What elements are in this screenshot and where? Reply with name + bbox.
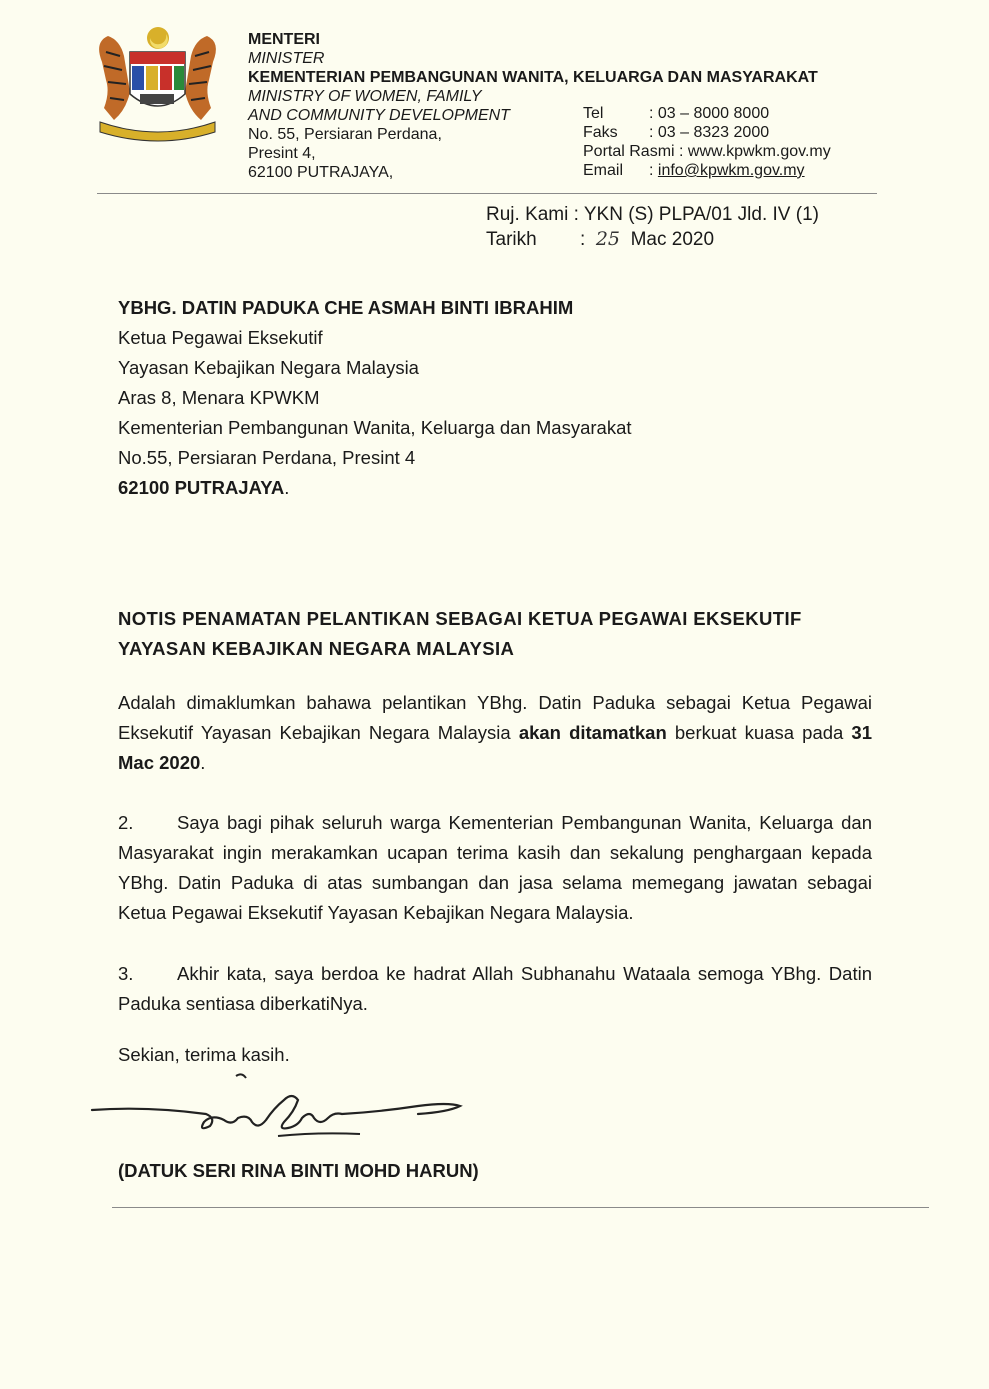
p1-text-b: berkuat kuasa pada (666, 722, 852, 743)
ministry-name-en-1: MINISTRY OF WOMEN, FAMILY (248, 88, 482, 105)
fax-line (583, 123, 883, 142)
recipient-block (118, 293, 878, 503)
subject-line-2: YAYASAN KEBAJIKAN NEGARA MALAYSIA (118, 638, 515, 659)
paragraph-1 (118, 688, 872, 778)
closing-text: Sekian, terima kasih. (118, 1044, 290, 1065)
coat-of-arms-logo (80, 22, 235, 142)
portal-value: : www.kpwkm.gov.my (679, 143, 831, 160)
date-sep: : (580, 229, 586, 250)
date-label: Tarikh (486, 229, 537, 250)
tel-value: : 03 – 8000 8000 (649, 105, 770, 122)
recipient-line-6-suffix: . (284, 477, 290, 498)
recipient-name: YBHG. DATIN PADUKA CHE ASMAH BINTI IBRAHIM (118, 297, 574, 318)
p3-number: 3. (118, 963, 134, 984)
fax-value: : 03 – 8323 2000 (649, 124, 770, 141)
tel-line (583, 104, 883, 123)
letterhead-address-1: No. 55, Persiaran Perdana, (248, 126, 442, 143)
p1-effective-date: 31 Mac 2020 (118, 722, 872, 773)
reference-label: Ruj. Kami (486, 204, 569, 225)
date-rest: Mac 2020 (630, 229, 715, 250)
fax-label: Faks (583, 124, 618, 141)
recipient-line-5: No.55, Persiaran Perdana, Presint 4 (118, 447, 416, 468)
p1-text-a: Adalah dimaklumkan bahawa pelantikan YBhg. Datin Paduka sebagai Ketua Pegawai Eksekutif Yayasan Kebajikan Negara Malaysia (118, 692, 872, 743)
recipient-line-1: Ketua Pegawai Eksekutif (118, 327, 323, 348)
footer-divider (112, 1207, 929, 1208)
recipient-line-6 (118, 473, 878, 503)
p2-number: 2. (118, 812, 134, 833)
subject-line-1: NOTIS PENAMATAN PELANTIKAN SEBAGAI KETUA PEGAWAI EKSEKUTIF (118, 608, 802, 629)
letterhead-title-en: MINISTER (248, 50, 325, 67)
handwritten-signature (88, 1070, 468, 1150)
p2-text: Saya bagi pihak seluruh warga Kementerian Pembangunan Wanita, Keluarga dan Masyarakat ingin merakamkan ucapan terima kasih dan sekalung penghargaan kepada YBhg. Datin Paduka di atas sumbangan dan jasa selama memegang jawatan sebagai Ketua Pegawai Eksekutif Yayasan Kebajikan Negara Malaysia. (118, 812, 872, 923)
email-sep: : (649, 162, 654, 179)
tel-label: Tel (583, 105, 604, 122)
recipient-line-3: Aras 8, Menara KPWKM (118, 387, 320, 408)
reference-value: : YKN (S) PLPA/01 Jld. IV (1) (573, 204, 819, 225)
date-line (486, 227, 906, 252)
email-link[interactable]: info@kpwkm.gov.my (657, 162, 805, 179)
paragraph-3 (118, 959, 872, 1019)
p1-emphasis: akan ditamatkan (518, 722, 667, 743)
reference-line (486, 203, 906, 227)
letterhead-title: MENTERI (248, 31, 320, 48)
signatory-name: (DATUK SERI RINA BINTI MOHD HARUN) (118, 1160, 479, 1181)
recipient-line-2: Yayasan Kebajikan Negara Malaysia (118, 357, 419, 378)
paragraph-2 (118, 808, 872, 928)
portal-label: Portal Rasmi (583, 143, 675, 160)
email-line (583, 161, 883, 180)
letterhead-address-3: 62100 PUTRAJAYA, (248, 164, 394, 181)
header-divider (97, 193, 877, 194)
date-day-handwritten: 25 (595, 228, 621, 250)
recipient-postcode-city: 62100 PUTRAJAYA (118, 477, 285, 498)
subject-block (118, 604, 878, 664)
recipient-line-4: Kementerian Pembangunan Wanita, Keluarga dan Masyarakat (118, 417, 632, 438)
ministry-name: KEMENTERIAN PEMBANGUNAN WANITA, KELUARGA DAN MASYARAKAT (248, 69, 818, 86)
portal-line (583, 142, 883, 161)
p1-end: . (200, 752, 206, 773)
contact-block (583, 104, 883, 180)
email-label: Email (583, 162, 624, 179)
letterhead-address-2: Presint 4, (248, 145, 316, 162)
reference-block (486, 203, 906, 252)
p3-text: Akhir kata, saya berdoa ke hadrat Allah Subhanahu Wataala semoga YBhg. Datin Paduka sentiasa diberkatiNya. (118, 963, 872, 1014)
ministry-name-en-2: AND COMMUNITY DEVELOPMENT (248, 107, 510, 124)
